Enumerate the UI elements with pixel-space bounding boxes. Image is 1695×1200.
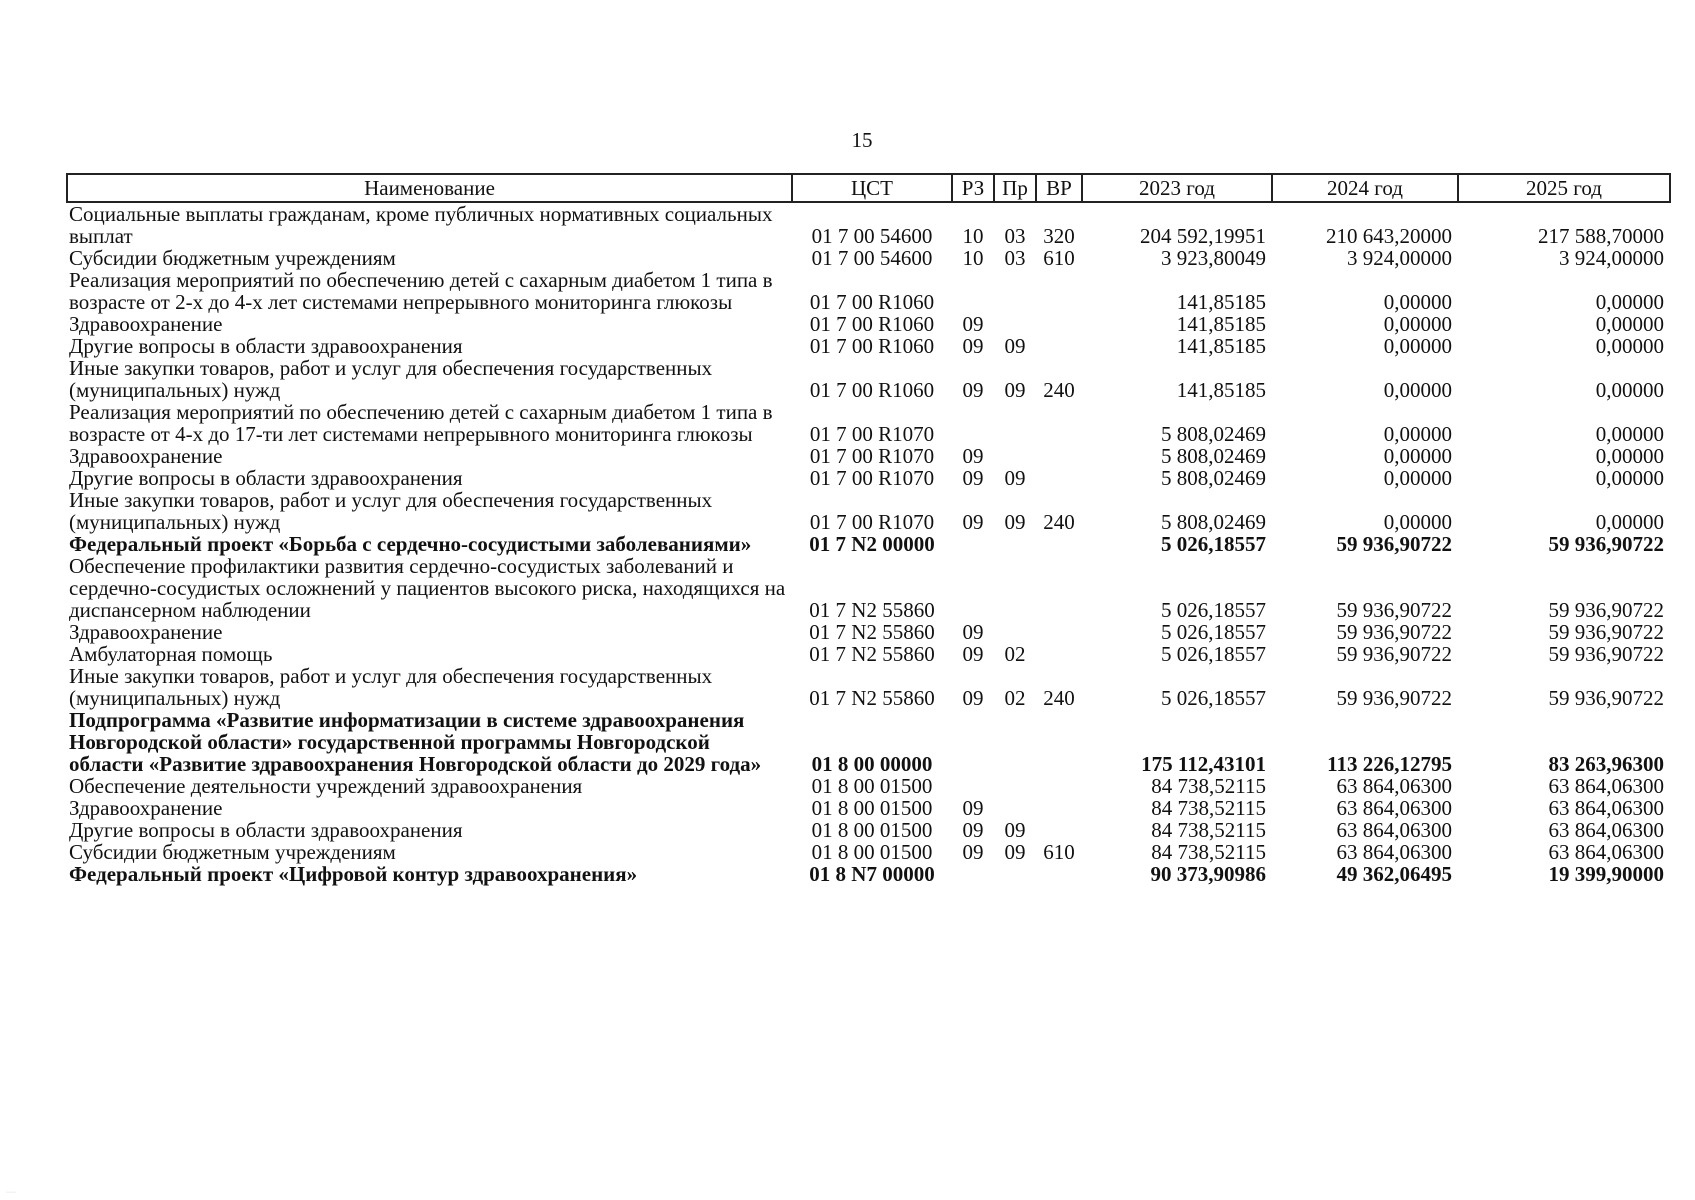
cell-name: Иные закупки товаров, работ и услуг для обеспечения государственных (муниципальных) нужд <box>69 488 713 534</box>
cell-2023: 204 592,19951 <box>1140 224 1266 248</box>
cell-2023: 5 026,18557 <box>1161 686 1266 710</box>
cell-cst: 01 7 00 R1070 <box>809 444 935 468</box>
cell-pr <box>994 797 1036 819</box>
cell-2024: 63 864,06300 <box>1336 840 1452 864</box>
cell-2025: 217 588,70000 <box>1538 224 1664 248</box>
cell-vr: 610 <box>1043 246 1075 270</box>
cell-2025: 63 864,06300 <box>1548 796 1664 820</box>
cell-2023: 84 738,52115 <box>1151 796 1266 820</box>
cell-vr: 610 <box>1043 840 1075 864</box>
cell-name: Федеральный проект «Борьба с сердечно-сосудистыми заболеваниями» <box>69 532 752 556</box>
cell-name: Подпрограмма «Развитие информатизации в системе здравоохранения Новгородской области» государственной программы Новгородской области «Развитие здравоохранения Новгородской области до 2029 года» <box>69 708 762 776</box>
cell-2023: 141,85185 <box>1176 312 1266 336</box>
cell-pr <box>994 863 1036 885</box>
cell-2023: 90 373,90986 <box>1150 862 1266 886</box>
cell-2024: 0,00000 <box>1383 334 1452 358</box>
cell-2025: 59 936,90722 <box>1548 620 1664 644</box>
cell-cst: 01 7 00 54600 <box>811 224 933 248</box>
cell-2023: 84 738,52115 <box>1151 840 1266 864</box>
cell-vr <box>1036 819 1082 841</box>
cell-2024: 59 936,90722 <box>1336 620 1452 644</box>
cell-2024: 59 936,90722 <box>1336 532 1452 556</box>
cell-2024: 59 936,90722 <box>1336 686 1452 710</box>
cell-2025: 59 936,90722 <box>1548 532 1664 556</box>
cell-2023: 5 026,18557 <box>1161 620 1266 644</box>
cell-pr: 09 <box>1004 466 1026 490</box>
table-row <box>67 621 1670 643</box>
cell-cst: 01 7 00 R1060 <box>809 378 935 402</box>
cell-2025: 59 936,90722 <box>1548 686 1664 710</box>
cell-cst: 01 7 00 R1070 <box>809 510 935 534</box>
cell-2025: 0,00000 <box>1595 378 1664 402</box>
cell-cst: 01 8 N7 00000 <box>809 862 935 886</box>
cell-cst: 01 7 00 R1060 <box>809 312 935 336</box>
cell-vr <box>1036 335 1082 357</box>
table-header-row <box>67 174 1670 202</box>
cell-2025: 0,00000 <box>1595 290 1664 314</box>
cell-pr <box>994 445 1036 467</box>
cell-cst: 01 7 N2 55860 <box>809 642 935 666</box>
table-body <box>67 202 1670 885</box>
cell-2023: 5 026,18557 <box>1161 598 1266 622</box>
table-row <box>67 643 1670 665</box>
page-number: 15 <box>851 128 873 152</box>
cell-pr <box>994 709 1036 775</box>
cell-2024: 0,00000 <box>1383 290 1452 314</box>
cell-2024: 59 936,90722 <box>1336 598 1452 622</box>
cell-name: Федеральный проект «Цифровой контур здравоохранения» <box>69 862 638 886</box>
cell-2023: 3 923,80049 <box>1161 246 1266 270</box>
cell-pr: 09 <box>1004 334 1026 358</box>
cell-pr: 03 <box>1004 224 1026 248</box>
scan-mark: ····· <box>6 1190 16 1196</box>
cell-2025: 0,00000 <box>1595 422 1664 446</box>
cell-vr <box>1036 775 1082 797</box>
cell-vr <box>1036 643 1082 665</box>
cell-2024: 63 864,06300 <box>1336 774 1452 798</box>
cell-2024: 0,00000 <box>1383 312 1452 336</box>
cell-rz: 09 <box>962 642 984 666</box>
cell-2024: 0,00000 <box>1383 510 1452 534</box>
cell-2024: 113 226,12795 <box>1327 752 1452 776</box>
cell-vr <box>1036 797 1082 819</box>
table-row <box>67 269 1670 313</box>
cell-2025: 19 399,90000 <box>1548 862 1664 886</box>
cell-2023: 5 808,02469 <box>1161 510 1266 534</box>
cell-cst: 01 7 00 R1060 <box>809 334 935 358</box>
cell-2024: 0,00000 <box>1383 444 1452 468</box>
table-row <box>67 335 1670 357</box>
cell-rz: 09 <box>962 620 984 644</box>
header-name: Наименование <box>67 174 792 202</box>
cell-pr <box>994 401 1036 445</box>
cell-rz: 09 <box>962 378 984 402</box>
cell-pr <box>994 533 1036 555</box>
cell-name: Обеспечение деятельности учреждений здравоохранения <box>69 774 583 798</box>
cell-rz: 09 <box>962 818 984 842</box>
cell-2023: 5 026,18557 <box>1161 642 1266 666</box>
cell-2023: 84 738,52115 <box>1151 818 1266 842</box>
cell-rz: 09 <box>962 312 984 336</box>
cell-rz <box>952 863 994 885</box>
cell-cst: 01 8 00 01500 <box>811 840 933 864</box>
table-row <box>67 313 1670 335</box>
cell-2025: 0,00000 <box>1595 444 1664 468</box>
cell-pr: 09 <box>1004 378 1026 402</box>
cell-name: Здравоохранение <box>69 620 223 644</box>
cell-2025: 0,00000 <box>1595 312 1664 336</box>
cell-name: Иные закупки товаров, работ и услуг для обеспечения государственных (муниципальных) нужд <box>69 664 713 710</box>
cell-vr <box>1036 709 1082 775</box>
cell-rz: 09 <box>962 510 984 534</box>
cell-vr <box>1036 555 1082 621</box>
cell-vr <box>1036 533 1082 555</box>
cell-vr: 320 <box>1043 224 1075 248</box>
cell-rz: 10 <box>962 224 984 248</box>
cell-pr <box>994 555 1036 621</box>
cell-2024: 49 362,06495 <box>1336 862 1452 886</box>
cell-2024: 63 864,06300 <box>1336 818 1452 842</box>
cell-pr <box>994 621 1036 643</box>
table-row <box>67 709 1670 775</box>
cell-vr <box>1036 445 1082 467</box>
cell-rz: 10 <box>962 246 984 270</box>
cell-cst: 01 7 00 R1070 <box>809 466 935 490</box>
cell-2023: 141,85185 <box>1176 378 1266 402</box>
table-row <box>67 775 1670 797</box>
cell-pr <box>994 269 1036 313</box>
cell-rz: 09 <box>962 334 984 358</box>
cell-name: Реализация мероприятий по обеспечению детей с сахарным диабетом 1 типа в возрасте от 4-х до 17-ти лет системами непрерывного мониторинга глюкозы <box>69 400 773 446</box>
cell-cst: 01 7 N2 00000 <box>809 532 935 556</box>
cell-vr <box>1036 269 1082 313</box>
cell-2024: 3 924,00000 <box>1347 246 1452 270</box>
cell-cst: 01 8 00 01500 <box>811 796 933 820</box>
table-row <box>67 533 1670 555</box>
cell-rz <box>952 555 994 621</box>
table-row <box>67 445 1670 467</box>
cell-2025: 3 924,00000 <box>1559 246 1664 270</box>
cell-rz <box>952 269 994 313</box>
cell-rz: 09 <box>962 796 984 820</box>
cell-vr: 240 <box>1043 686 1075 710</box>
cell-2025: 0,00000 <box>1595 466 1664 490</box>
table-row <box>67 489 1670 533</box>
header-pr: Пр <box>994 174 1036 202</box>
cell-name: Обеспечение профилактики развития сердечно-сосудистых заболеваний и сердечно-сосудистых осложнений у пациентов высокого риска, находящихся на диспансерном наблюдении <box>69 554 786 622</box>
cell-name: Амбулаторная помощь <box>69 642 273 666</box>
cell-2025: 0,00000 <box>1595 334 1664 358</box>
table-row <box>67 467 1670 489</box>
cell-cst: 01 7 00 R1070 <box>809 422 935 446</box>
cell-2023: 5 808,02469 <box>1161 444 1266 468</box>
cell-2024: 0,00000 <box>1383 466 1452 490</box>
cell-name: Здравоохранение <box>69 796 223 820</box>
cell-name: Иные закупки товаров, работ и услуг для обеспечения государственных (муниципальных) нужд <box>69 356 713 402</box>
cell-2025: 63 864,06300 <box>1548 818 1664 842</box>
table-row <box>67 797 1670 819</box>
table-row <box>67 665 1670 709</box>
cell-vr <box>1036 467 1082 489</box>
cell-name: Здравоохранение <box>69 312 223 336</box>
cell-rz <box>952 709 994 775</box>
cell-vr <box>1036 313 1082 335</box>
cell-cst: 01 7 N2 55860 <box>809 620 935 644</box>
header-vr: ВР <box>1036 174 1082 202</box>
cell-2025: 0,00000 <box>1595 510 1664 534</box>
cell-2023: 141,85185 <box>1176 290 1266 314</box>
cell-rz: 09 <box>962 686 984 710</box>
cell-vr <box>1036 621 1082 643</box>
cell-2023: 84 738,52115 <box>1151 774 1266 798</box>
cell-vr <box>1036 401 1082 445</box>
cell-2025: 63 864,06300 <box>1548 774 1664 798</box>
cell-name: Субсидии бюджетным учреждениям <box>69 840 396 864</box>
table-row <box>67 401 1670 445</box>
table-row <box>67 247 1670 269</box>
cell-2024: 63 864,06300 <box>1336 796 1452 820</box>
cell-cst: 01 8 00 01500 <box>811 818 933 842</box>
cell-name: Социальные выплаты гражданам, кроме публичных нормативных социальных выплат <box>69 202 773 248</box>
cell-pr <box>994 313 1036 335</box>
cell-rz: 09 <box>962 444 984 468</box>
cell-cst: 01 7 00 54600 <box>811 246 933 270</box>
cell-2023: 141,85185 <box>1176 334 1266 358</box>
table-row <box>67 841 1670 863</box>
cell-cst: 01 7 N2 55860 <box>809 686 935 710</box>
cell-2024: 0,00000 <box>1383 378 1452 402</box>
cell-rz: 09 <box>962 840 984 864</box>
header-rz: РЗ <box>952 174 994 202</box>
table-row <box>67 819 1670 841</box>
cell-pr: 02 <box>1004 642 1026 666</box>
cell-pr: 09 <box>1004 840 1026 864</box>
header-2024: 2024 год <box>1272 174 1458 202</box>
cell-cst: 01 7 N2 55860 <box>809 598 935 622</box>
cell-2023: 175 112,43101 <box>1141 752 1266 776</box>
cell-pr: 03 <box>1004 246 1026 270</box>
cell-name: Субсидии бюджетным учреждениям <box>69 246 396 270</box>
budget-table <box>66 173 1671 885</box>
cell-2025: 59 936,90722 <box>1548 642 1664 666</box>
cell-2025: 59 936,90722 <box>1548 598 1664 622</box>
header-cst: ЦСТ <box>792 174 952 202</box>
header-2025: 2025 год <box>1458 174 1670 202</box>
cell-cst: 01 8 00 00000 <box>811 752 933 776</box>
cell-2025: 83 263,96300 <box>1548 752 1664 776</box>
cell-pr: 02 <box>1004 686 1026 710</box>
cell-name: Реализация мероприятий по обеспечению детей с сахарным диабетом 1 типа в возрасте от 2-х до 4-х лет системами непрерывного мониторинга глюкозы <box>69 268 773 314</box>
cell-pr: 09 <box>1004 510 1026 534</box>
cell-rz <box>952 401 994 445</box>
cell-name: Другие вопросы в области здравоохранения <box>69 334 463 358</box>
cell-vr: 240 <box>1043 378 1075 402</box>
cell-2024: 0,00000 <box>1383 422 1452 446</box>
cell-rz <box>952 533 994 555</box>
cell-2023: 5 808,02469 <box>1161 422 1266 446</box>
cell-cst: 01 7 00 R1060 <box>809 290 935 314</box>
cell-vr: 240 <box>1043 510 1075 534</box>
cell-2023: 5 026,18557 <box>1161 532 1266 556</box>
cell-2023: 5 808,02469 <box>1161 466 1266 490</box>
cell-name: Другие вопросы в области здравоохранения <box>69 466 463 490</box>
cell-cst: 01 8 00 01500 <box>811 774 933 798</box>
cell-name: Другие вопросы в области здравоохранения <box>69 818 463 842</box>
table-row <box>67 863 1670 885</box>
cell-rz <box>952 775 994 797</box>
cell-2024: 210 643,20000 <box>1326 224 1452 248</box>
cell-vr <box>1036 863 1082 885</box>
cell-2024: 59 936,90722 <box>1336 642 1452 666</box>
cell-rz: 09 <box>962 466 984 490</box>
table-row <box>67 357 1670 401</box>
table-row <box>67 555 1670 621</box>
cell-pr <box>994 775 1036 797</box>
cell-name: Здравоохранение <box>69 444 223 468</box>
table-row <box>67 202 1670 247</box>
cell-pr: 09 <box>1004 818 1026 842</box>
header-2023: 2023 год <box>1082 174 1272 202</box>
cell-2025: 63 864,06300 <box>1548 840 1664 864</box>
